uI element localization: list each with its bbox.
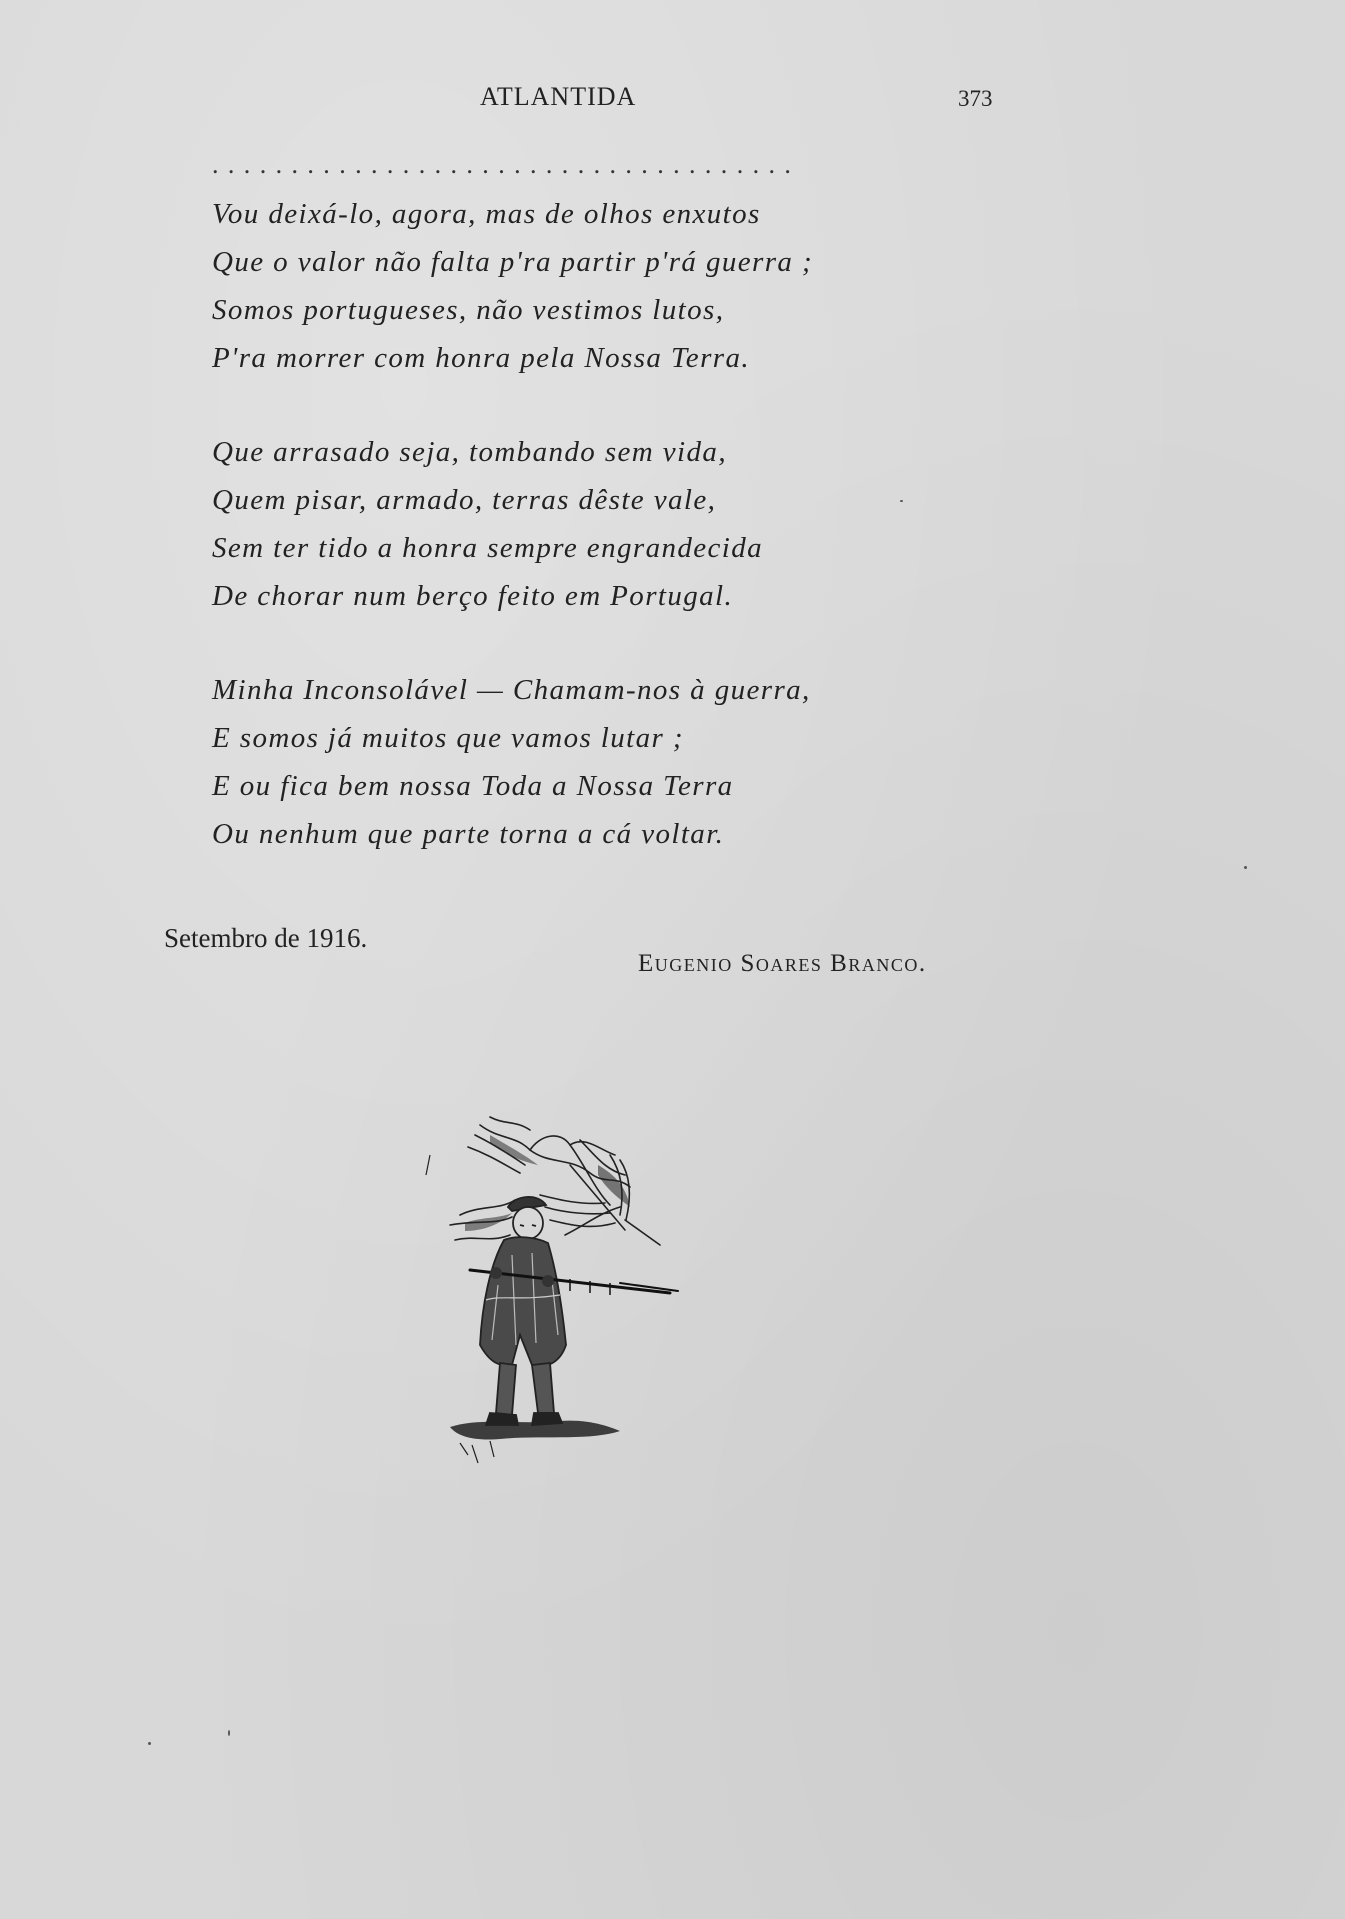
paper-speck [228, 1730, 230, 1736]
verse-line: E somos já muitos que vamos lutar ; [212, 722, 684, 754]
soldier-with-rifle-and-flag-vignette-icon [420, 1095, 690, 1475]
poem [212, 190, 1112, 904]
omission-ellipsis: ..................................... [212, 150, 801, 179]
verse-line: E ou fica bem nossa Toda a Nossa Terra [212, 770, 734, 802]
verse-line: Que arrasado seja, tombando sem vida, [212, 436, 727, 468]
verse-line: Que o valor não falta p'ra partir p'rá guerra ; [212, 246, 814, 278]
running-title: ATLANTIDA [480, 82, 637, 111]
stanza-2 [212, 428, 1112, 620]
dateline: Setembro de 1916. [164, 923, 368, 953]
verse-line: Ou nenhum que parte torna a cá voltar. [212, 818, 725, 850]
paper-speck [148, 1742, 151, 1745]
verse-line: Quem pisar, armado, terras dêste vale, [212, 484, 717, 516]
stanza-1 [212, 190, 1112, 382]
verse-line: De chorar num berço feito em Portugal. [212, 580, 734, 612]
verse-line: Sem ter tido a honra sempre engrandecida [212, 532, 764, 564]
verse-line: Vou deixá-lo, agora, mas de olhos enxutos [212, 198, 761, 230]
paper-speck [900, 500, 903, 502]
author-signature: Eugenio Soares Branco. [638, 950, 927, 977]
verse-line: Somos portugueses, não vestimos lutos, [212, 294, 725, 326]
paper-speck [1244, 866, 1247, 869]
stanza-3 [212, 666, 1112, 858]
verse-line: P'ra morrer com honra pela Nossa Terra. [212, 342, 750, 374]
verse-line: Minha Inconsolável — Chamam-nos à guerra, [212, 674, 811, 706]
page-number: 373 [958, 86, 993, 111]
